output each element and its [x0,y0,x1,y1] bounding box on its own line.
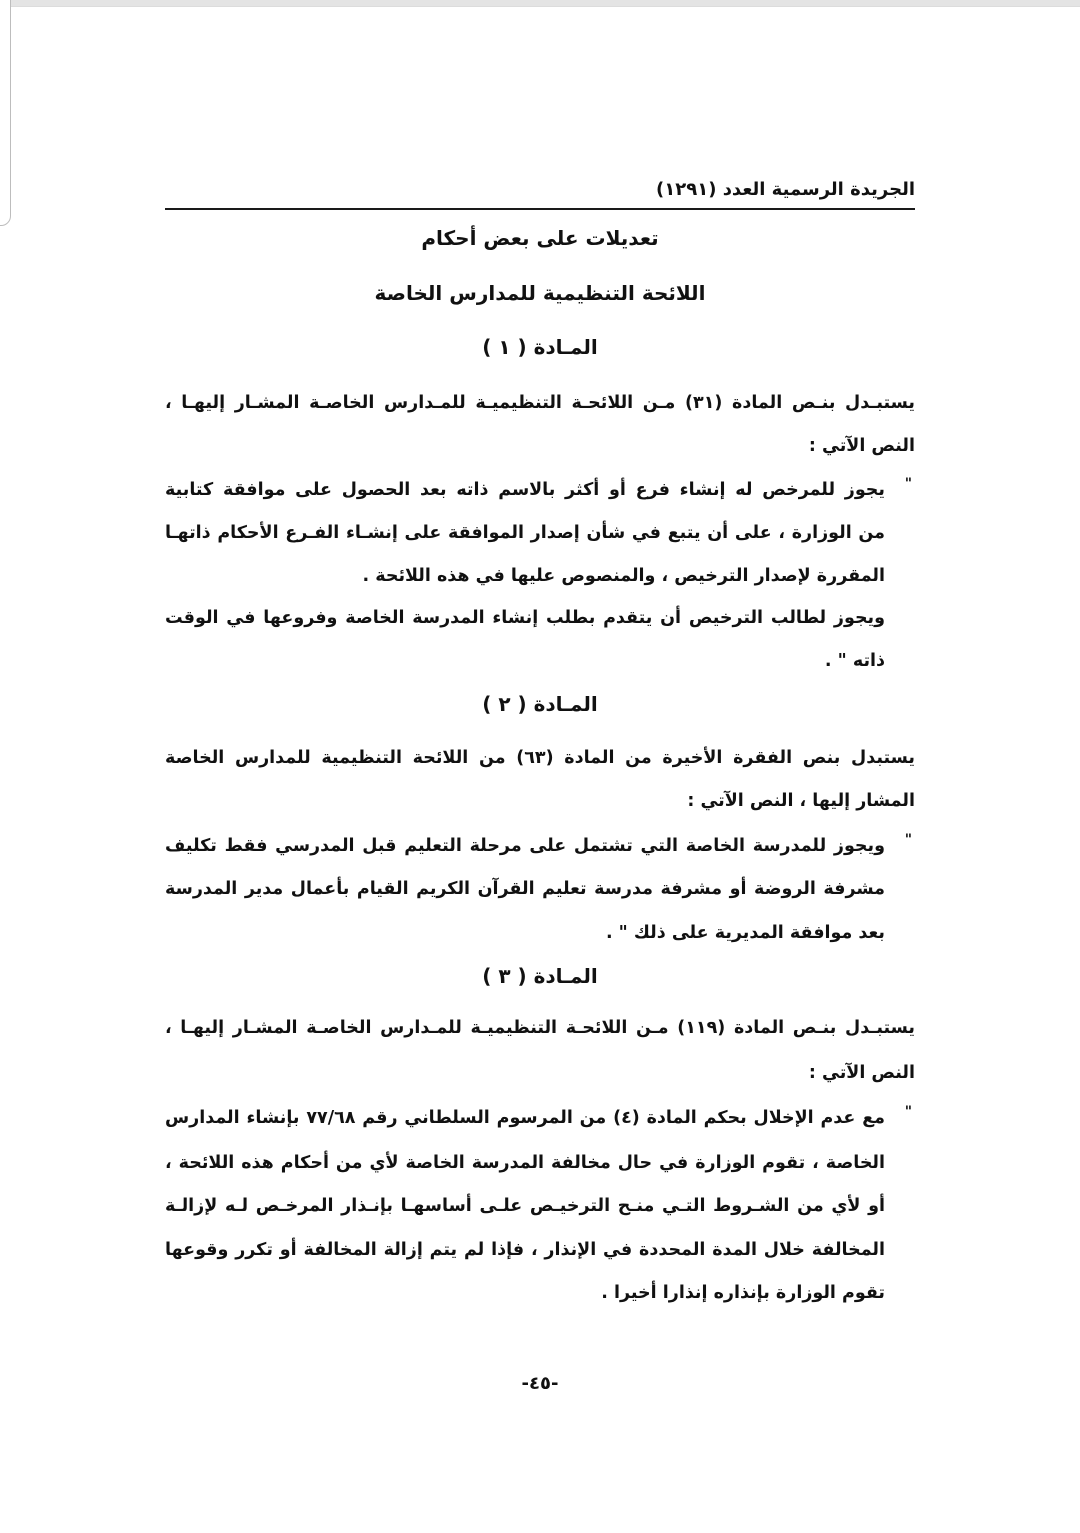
article-quote-line: مشرفة الروضة أو مشرفة مدرسة تعليم القرآن الكريم القيام بأعمال مدير المدرسة [165,879,885,899]
opening-quote-mark: " [904,476,912,492]
article-quote-line: المقررة لإصدار الترخيص ، والمنصوص عليها في هذه اللائحة . [362,566,885,586]
article-quote-line: تقوم الوزارة بإنذاره إنذارا أخيرا . [601,1283,885,1303]
article-quote-line: مع عدم الإخلال بحكم المادة (٤) من المرسوم السلطاني رقم ٧٧/٦٨ بإنشاء المدارس [165,1108,885,1128]
article-heading: المـادة ( ١ ) [482,335,598,359]
header-rule [165,208,915,210]
article-heading: المـادة ( ٣ ) [482,964,598,988]
running-header: الجريدة الرسمية العدد (١٢٩١) [656,179,915,200]
opening-quote-mark: " [904,1104,912,1120]
article-quote-line: ويجوز للمدرسة الخاصة التي تشتمل على مرحلة التعليم قبل المدرسي فقط تكليف [165,836,885,856]
article-quote-line: من الوزارة ، على أن يتبع في شأن إصدار الموافقة على إنشـاء الفـرع الأحكام ذاتهـا [165,523,885,543]
article-quote-line: ذاته " . [824,651,885,671]
article-intro-line: المشار إليها ، النص الآتي : [687,791,915,811]
article-intro-line: النص الآتي : [808,1063,915,1083]
page-number: -٤٥- [521,1373,559,1394]
document-title: تعديلات على بعض أحكام [421,226,659,250]
opening-quote-mark: " [904,832,912,848]
article-quote-line: يجوز للمرخص له إنشاء فرع أو أكثر بالاسم ذاته بعد الحصول على موافقة كتابية [165,480,885,500]
document-subtitle: اللائحة التنظيمية للمدارس الخاصة [374,281,706,305]
article-intro-line: يستبـدل بنـص المادة (١١٩) مـن اللائحـة التنظيميـة للمـدارس الخاصـة المشـار إليهـا ، [165,1018,915,1038]
article-heading: المـادة ( ٢ ) [482,692,598,716]
article-quote-line: أو لأي من الشـروط التـي منـح الترخيـص علـى أساسهـا بإنـذار المرخـص لـه لإزالـة [165,1196,885,1216]
article-quote-line: بعد موافقة المديرية على ذلك " . [605,923,885,943]
article-intro-line: يستبدل بنص الفقرة الأخيرة من المادة (٦٣) من اللائحة التنظيمية للمدارس الخاصة [165,748,915,768]
article-quote-line: المخالفة خلال المدة المحددة في الإنذار ، فإذا لم يتم إزالة المخالفة أو تكرر وقوعها [165,1240,885,1260]
article-intro-line: يستبـدل بنـص المادة (٣١) مـن اللائحـة التنظيميـة للمـدارس الخاصـة المشـار إليهـا ، [165,393,915,413]
article-quote-line: الخاصة ، تقوم الوزارة في حال مخالفة المدرسة الخاصة لأي من أحكام هذه اللائحة ، [165,1153,885,1173]
article-intro-line: النص الآتي : [808,436,915,456]
article-quote-line: ويجوز لطالب الترخيص أن يتقدم بطلب إنشاء المدرسة الخاصة وفروعها في الوقت [165,608,885,628]
